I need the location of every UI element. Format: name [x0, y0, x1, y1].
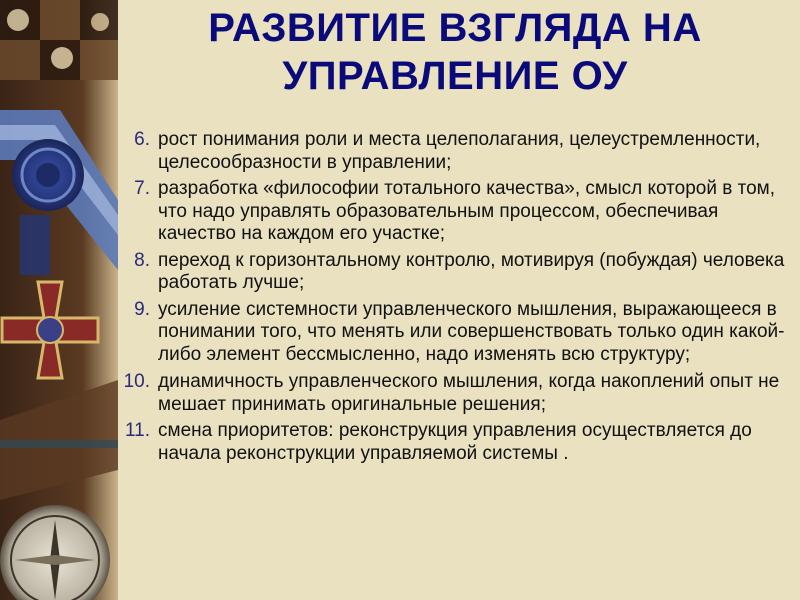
title-line-1: РАЗВИТИЕ ВЗГЛЯДА НА [208, 6, 702, 50]
list-item-text: усиление системности управленческого мышления, выражающееся в понимании того, что менять или совершенствовать только один какой-либо элемент бессмысленно, надо изменять всю структуру; [158, 298, 785, 365]
list-item-text: переход к горизонтальному контролю, мотивируя (побуждая) человека работать лучше; [158, 249, 785, 293]
list-item [104, 250, 794, 295]
list-item-number: 8. [134, 249, 150, 271]
list-item-text: рост понимания роли и места целеполагания, целеустремленности, целесообразности в управлении; [158, 129, 761, 173]
numbered-list [104, 129, 794, 469]
list-item-number: 10. [123, 371, 150, 392]
medals-illustration [0, 0, 118, 600]
list-item [104, 299, 794, 367]
list-item-number: 6. [134, 129, 150, 150]
title-line-2: УПРАВЛЕНИЕ ОУ [282, 54, 628, 98]
list-item-number: 9. [134, 298, 150, 320]
list-item-text: смена приоритетов: реконструкция управления осуществляется до начала реконструкции управляемой системы . [158, 420, 752, 464]
list-item-number: 11. [124, 420, 150, 441]
list-item-text: динамичность управленческого мышления, когда накоплений опыт не мешает принимать оригинальные решения; [158, 371, 780, 415]
list-item [104, 371, 794, 416]
list-item-number: 7. [134, 178, 150, 199]
decorative-medals-image [0, 0, 118, 600]
list-item [104, 420, 794, 465]
list-item [104, 178, 794, 246]
list-item [104, 129, 794, 174]
list-item-text: разработка «философии тотального качества», смысл которой в том, что надо управлять образовательным процессом, обеспечивая качество на каждом его участке; [158, 178, 775, 244]
slide-title [120, 4, 790, 100]
